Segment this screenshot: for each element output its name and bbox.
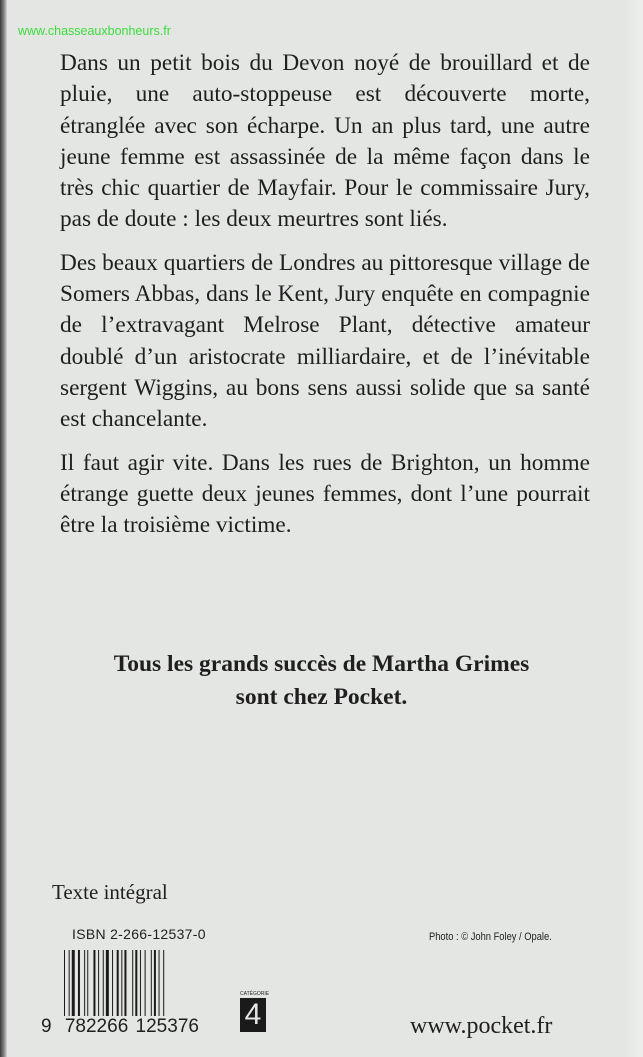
barcode-number [41,1016,199,1038]
barcode-bar [159,950,160,1016]
barcode-bar [87,950,88,1016]
isbn: ISBN 2-266-12537-0 [72,926,206,942]
barcode-bar [112,950,113,1016]
category-label: CATÉGORIE [240,991,270,997]
barcode-bar [163,950,164,1016]
tagline-line: sont chez Pocket. [235,684,408,710]
back-cover-blurb [60,48,590,553]
shadow [623,0,643,1057]
barcode-bar [135,950,137,1016]
barcode-bar [64,950,65,1016]
barcode-bar [145,950,146,1016]
barcode-digit-first: 9 [41,1016,52,1037]
barcode-bar [84,950,85,1016]
category-number: 4 [240,998,266,1032]
tagline [0,648,643,714]
barcode-bar [151,950,152,1016]
blurb-paragraph: Il faut agir vite. Dans les rues de Brighton, un homme étrange guette deux jeunes femmes, dont l’une pourrait être la troisième victime. [60,449,590,539]
barcode-bar [154,950,156,1016]
book-spine-edge [0,0,7,1057]
barcode-bar [78,950,80,1016]
category-badge [240,991,269,1032]
barcode-bar [98,950,99,1016]
texte-integral-label: Texte intégral [52,880,168,904]
barcode-group-1: 782266 [64,1016,129,1037]
photo-credit: Photo : © John Foley / Opale. [429,931,552,943]
blurb-paragraph: Des beaux quartiers de Londres au pittoresque village de Somers Abbas, dans le Kent, Jury enquête en compagnie de l’extravagant Melrose Plant, détective amateur doublé d’un aristocrate milliardaire, et de l’inévitable sergent Wiggins, au bons sens aussi solide que sa santé est chancelante. [60,249,590,433]
barcode-group-2: 125376 [135,1016,199,1037]
barcode-bar [124,950,126,1016]
barcode-bar [72,950,75,1016]
barcode [64,950,197,1016]
barcode-bar [117,950,119,1016]
watermark: www.chasseauxbonheurs.fr [18,24,171,38]
barcode-bar [69,950,70,1016]
publisher-website: www.pocket.fr [410,1013,553,1039]
barcode-bar [103,950,104,1016]
barcode-bar [106,950,109,1016]
barcode-bar [93,950,95,1016]
barcode-bar [132,950,133,1016]
tagline-line: Tous les grands succès de Martha Grimes [113,651,530,677]
barcode-bar [140,950,141,1016]
barcode-bar [121,950,122,1016]
blurb-paragraph: Dans un petit bois du Devon noyé de brouillard et de pluie, une auto-stoppeuse est découverte morte, étranglée avec son écharpe. Un an plus tard, une autre jeune femme est assassinée de la même façon dans le très chic quartier de Mayfair. Pour le commissaire Jury, pas de doute : les deux meurtres sont liés. [60,50,590,233]
